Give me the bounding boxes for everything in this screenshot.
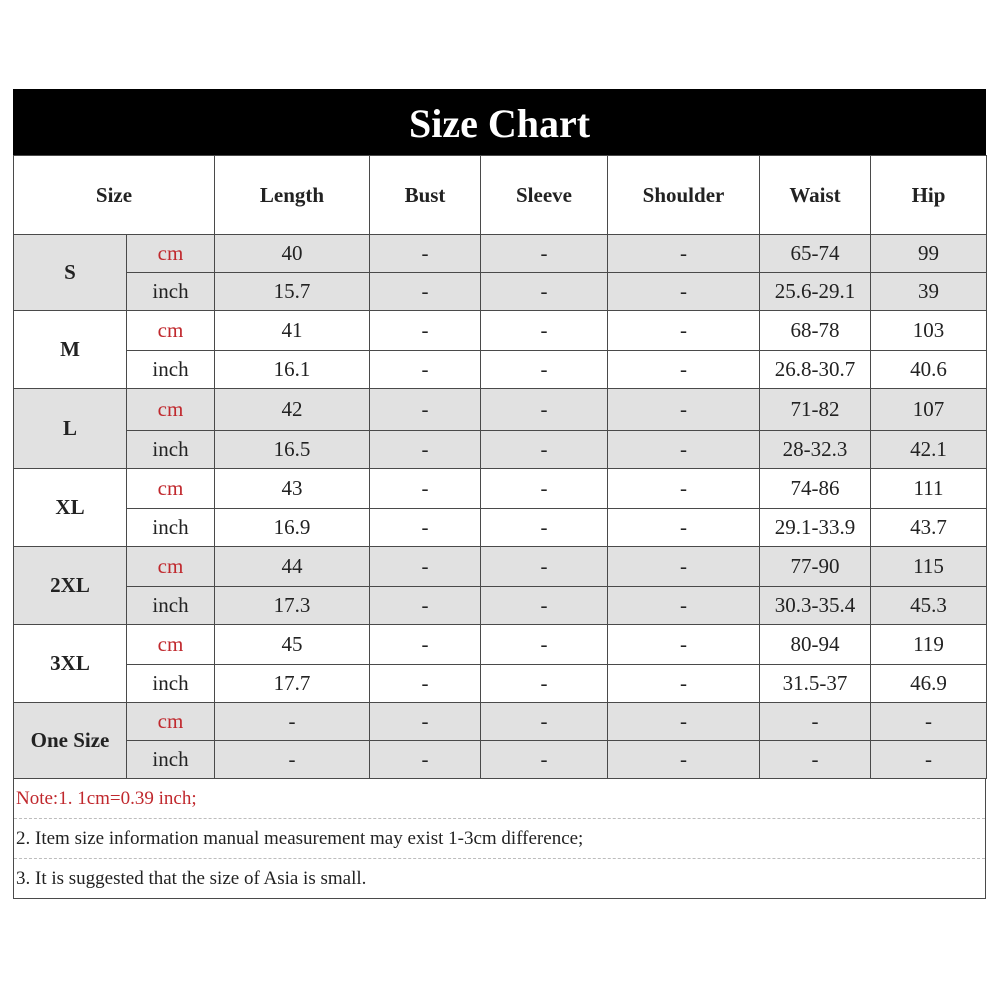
- measurement-cell: -: [481, 547, 608, 587]
- measurement-cell: 45.3: [871, 587, 987, 625]
- measurement-cell: -: [760, 703, 871, 741]
- measurement-cell: -: [608, 469, 760, 509]
- measurement-cell: -: [871, 741, 987, 779]
- unit-label: inch: [127, 665, 215, 703]
- measurement-cell: 74-86: [760, 469, 871, 509]
- measurement-cell: -: [760, 741, 871, 779]
- header-length: Length: [215, 156, 370, 235]
- measurement-cell: -: [370, 741, 481, 779]
- unit-label: cm: [127, 625, 215, 665]
- measurement-cell: -: [370, 547, 481, 587]
- measurement-cell: 99: [871, 235, 987, 273]
- measurement-cell: 44: [215, 547, 370, 587]
- measurement-cell: 107: [871, 389, 987, 431]
- unit-label: cm: [127, 389, 215, 431]
- measurement-cell: 45: [215, 625, 370, 665]
- header-row: [14, 156, 987, 235]
- measurement-cell: 16.1: [215, 351, 370, 389]
- size-row-cm: [14, 469, 987, 509]
- size-row-inch: [14, 351, 987, 389]
- measurement-cell: -: [608, 587, 760, 625]
- measurement-cell: -: [370, 703, 481, 741]
- size-row-cm: [14, 547, 987, 587]
- measurement-cell: 25.6-29.1: [760, 273, 871, 311]
- measurement-cell: -: [608, 547, 760, 587]
- measurement-cell: 17.7: [215, 665, 370, 703]
- measurement-cell: -: [481, 665, 608, 703]
- measurement-cell: 28-32.3: [760, 431, 871, 469]
- measurement-cell: -: [370, 431, 481, 469]
- measurement-cell: 40.6: [871, 351, 987, 389]
- measurement-cell: 68-78: [760, 311, 871, 351]
- measurement-cell: -: [481, 431, 608, 469]
- measurement-cell: 31.5-37: [760, 665, 871, 703]
- size-row-inch: [14, 665, 987, 703]
- unit-label: cm: [127, 547, 215, 587]
- measurement-cell: 16.5: [215, 431, 370, 469]
- measurement-cell: -: [608, 351, 760, 389]
- chart-title: Size Chart: [13, 89, 986, 155]
- size-row-inch: [14, 431, 987, 469]
- measurement-cell: 43: [215, 469, 370, 509]
- measurement-cell: -: [608, 625, 760, 665]
- size-row-inch: [14, 509, 987, 547]
- size-row-inch: [14, 741, 987, 779]
- unit-label: inch: [127, 431, 215, 469]
- header-size: Size: [14, 156, 215, 235]
- size-row-inch: [14, 273, 987, 311]
- measurement-cell: -: [481, 469, 608, 509]
- unit-label: inch: [127, 587, 215, 625]
- unit-label: inch: [127, 741, 215, 779]
- measurement-cell: -: [370, 509, 481, 547]
- measurement-cell: 71-82: [760, 389, 871, 431]
- note-line-2: 2. Item size information manual measurement may exist 1-3cm difference;: [14, 819, 985, 859]
- measurement-cell: -: [481, 509, 608, 547]
- measurement-cell: 42: [215, 389, 370, 431]
- measurement-cell: -: [608, 431, 760, 469]
- measurement-cell: 39: [871, 273, 987, 311]
- measurement-cell: 29.1-33.9: [760, 509, 871, 547]
- header-hip: Hip: [871, 156, 987, 235]
- measurement-cell: 26.8-30.7: [760, 351, 871, 389]
- measurement-cell: -: [608, 665, 760, 703]
- measurement-cell: -: [608, 509, 760, 547]
- measurement-cell: -: [608, 273, 760, 311]
- measurement-cell: -: [370, 235, 481, 273]
- measurement-cell: -: [481, 311, 608, 351]
- measurement-cell: -: [608, 741, 760, 779]
- size-label: S: [14, 235, 127, 311]
- measurement-cell: -: [215, 703, 370, 741]
- size-row-cm: [14, 703, 987, 741]
- size-label: 2XL: [14, 547, 127, 625]
- measurement-cell: 77-90: [760, 547, 871, 587]
- measurement-cell: 17.3: [215, 587, 370, 625]
- size-row-cm: [14, 389, 987, 431]
- unit-label: inch: [127, 351, 215, 389]
- measurement-cell: 103: [871, 311, 987, 351]
- measurement-cell: 119: [871, 625, 987, 665]
- measurement-cell: -: [370, 587, 481, 625]
- unit-label: cm: [127, 703, 215, 741]
- measurement-cell: 41: [215, 311, 370, 351]
- measurement-cell: 15.7: [215, 273, 370, 311]
- unit-label: cm: [127, 311, 215, 351]
- measurement-cell: -: [370, 351, 481, 389]
- measurement-cell: -: [481, 741, 608, 779]
- unit-label: cm: [127, 469, 215, 509]
- measurement-cell: -: [481, 273, 608, 311]
- size-label: 3XL: [14, 625, 127, 703]
- measurement-cell: -: [370, 625, 481, 665]
- size-row-inch: [14, 587, 987, 625]
- size-table: [13, 155, 987, 779]
- measurement-cell: -: [370, 273, 481, 311]
- measurement-cell: -: [370, 389, 481, 431]
- size-row-cm: [14, 625, 987, 665]
- measurement-cell: 42.1: [871, 431, 987, 469]
- measurement-cell: 40: [215, 235, 370, 273]
- measurement-cell: -: [481, 587, 608, 625]
- measurement-cell: -: [608, 235, 760, 273]
- unit-label: inch: [127, 273, 215, 311]
- measurement-cell: -: [481, 389, 608, 431]
- measurement-cell: 30.3-35.4: [760, 587, 871, 625]
- note-line-3: 3. It is suggested that the size of Asia is small.: [16, 868, 367, 889]
- unit-label: inch: [127, 509, 215, 547]
- size-label: One Size: [14, 703, 127, 779]
- measurement-cell: -: [608, 311, 760, 351]
- header-shoulder: Shoulder: [608, 156, 760, 235]
- measurement-cell: -: [481, 351, 608, 389]
- notes-box: [13, 779, 986, 899]
- size-row-cm: [14, 235, 987, 273]
- size-label: L: [14, 389, 127, 469]
- measurement-cell: 111: [871, 469, 987, 509]
- size-label: M: [14, 311, 127, 389]
- measurement-cell: -: [370, 311, 481, 351]
- measurement-cell: -: [608, 703, 760, 741]
- unit-label: cm: [127, 235, 215, 273]
- measurement-cell: -: [370, 665, 481, 703]
- size-chart: [13, 89, 986, 899]
- measurement-cell: -: [481, 235, 608, 273]
- measurement-cell: -: [481, 703, 608, 741]
- header-sleeve: Sleeve: [481, 156, 608, 235]
- measurement-cell: 65-74: [760, 235, 871, 273]
- size-label: XL: [14, 469, 127, 547]
- measurement-cell: -: [370, 469, 481, 509]
- measurement-cell: 43.7: [871, 509, 987, 547]
- measurement-cell: 115: [871, 547, 987, 587]
- measurement-cell: 16.9: [215, 509, 370, 547]
- header-waist: Waist: [760, 156, 871, 235]
- header-bust: Bust: [370, 156, 481, 235]
- measurement-cell: -: [481, 625, 608, 665]
- measurement-cell: 80-94: [760, 625, 871, 665]
- measurement-cell: -: [871, 703, 987, 741]
- measurement-cell: -: [215, 741, 370, 779]
- size-row-cm: [14, 311, 987, 351]
- note-line-1: Note:1. 1cm=0.39 inch;: [14, 779, 985, 819]
- measurement-cell: -: [608, 389, 760, 431]
- measurement-cell: 46.9: [871, 665, 987, 703]
